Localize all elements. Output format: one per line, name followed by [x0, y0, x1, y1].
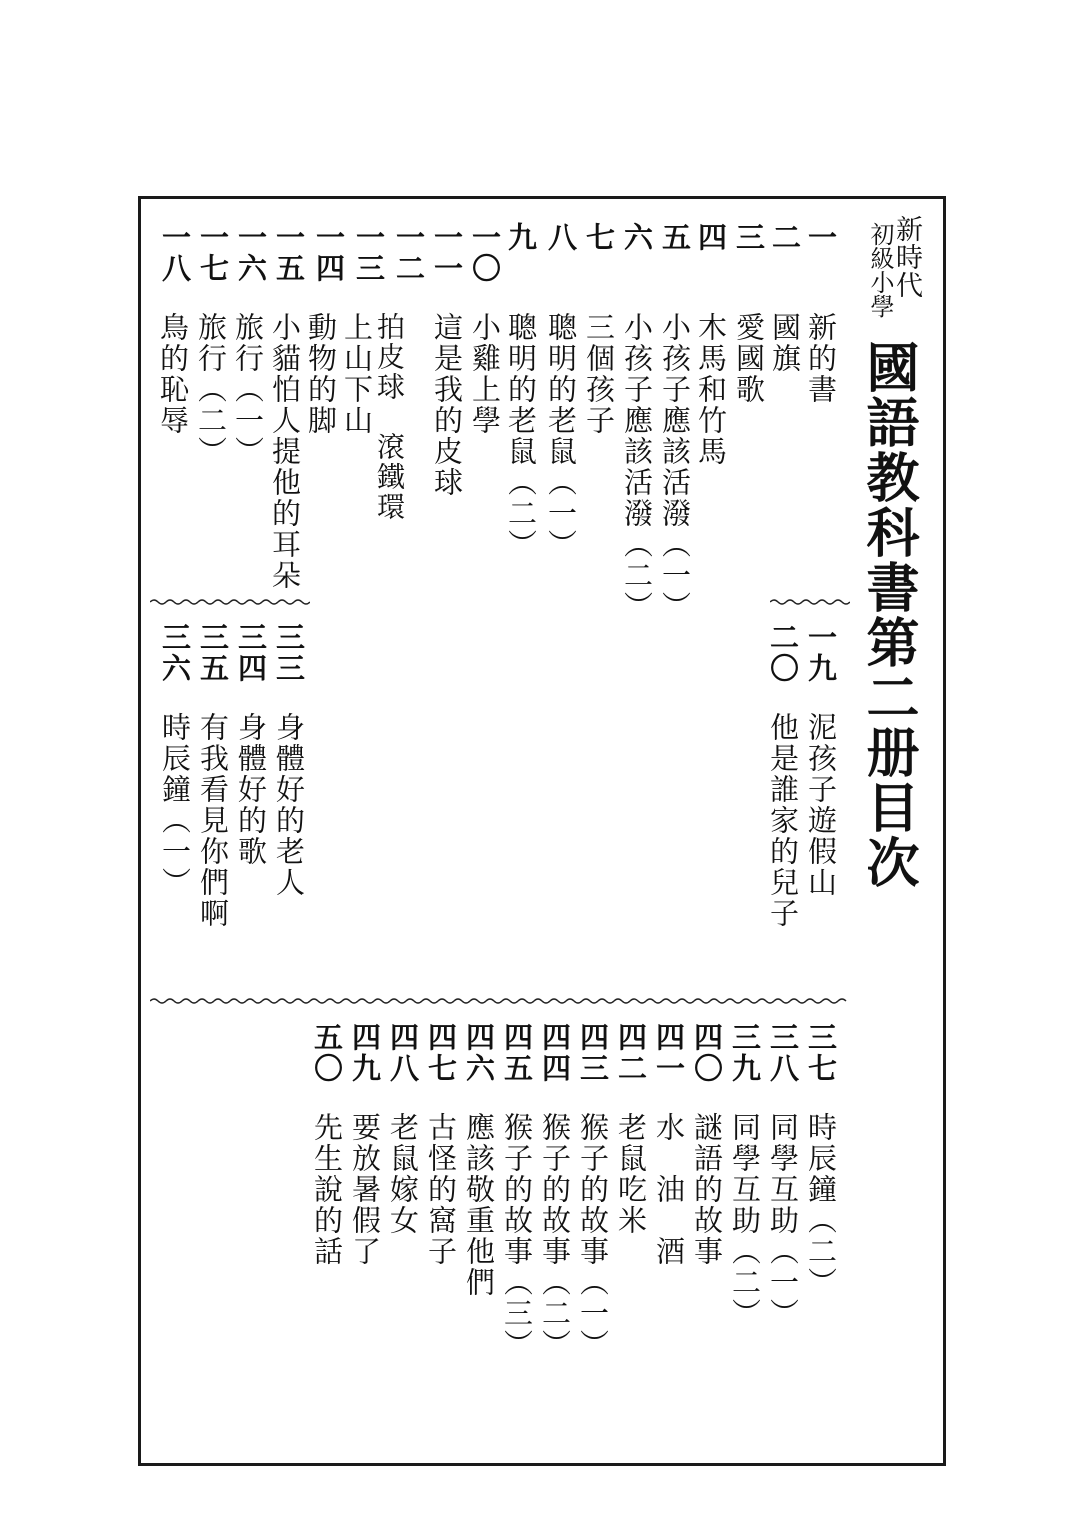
entry-number: 三五: [196, 622, 230, 684]
entry-number: 一二: [392, 222, 426, 284]
entry-title: 拍皮球 滾鐵環: [373, 312, 406, 522]
wavy-divider: [150, 598, 310, 606]
entry-title: 古怪的窩子: [424, 1112, 458, 1267]
series-name-bottom: 初級小學: [866, 222, 894, 318]
entry-title: 猴子的故事（三）: [500, 1112, 534, 1360]
entry-title: 旅行（一）: [231, 312, 265, 467]
entry-number: 四七: [424, 1022, 458, 1084]
entry-number: 四二: [614, 1022, 648, 1084]
entry-number: 四六: [462, 1022, 496, 1084]
entry-number: 四八: [386, 1022, 420, 1084]
entry-title: 他是誰家的兒子: [766, 712, 800, 929]
entry-number: 六: [620, 222, 654, 253]
entry-title: 同學互助（二）: [728, 1112, 762, 1329]
entry-number: 三四: [234, 622, 268, 684]
wavy-divider: [150, 997, 850, 1005]
entry-number: 四〇: [690, 1022, 724, 1084]
entry-title: 旅行（二）: [194, 312, 228, 467]
entry-number: 四三: [576, 1022, 610, 1084]
entry-title: 新的書: [804, 312, 838, 405]
entry-title: 同學互助（一）: [766, 1112, 800, 1329]
entry-number: 三三: [272, 622, 306, 684]
entry-title: 身體好的老人: [272, 712, 306, 898]
entry-title: 國旗: [768, 312, 802, 374]
entry-title: 小貓怕人提他的耳朵: [268, 312, 302, 591]
entry-number: 五: [658, 222, 692, 253]
entry-number: 一五: [272, 222, 306, 284]
wavy-divider: [770, 598, 850, 606]
entry-number: 一三: [352, 222, 386, 284]
entry-title: 謎語的故事: [690, 1112, 724, 1267]
entry-number: 二〇: [766, 622, 800, 684]
entry-title: 愛國歌: [732, 312, 766, 405]
entry-number: 三七: [804, 1022, 838, 1084]
entry-title: 小雞上學: [468, 312, 502, 436]
entry-title: 鳥的恥辱: [156, 312, 190, 436]
series-name-top: 新時代: [891, 215, 922, 299]
entry-title: 小孩子應該活潑（二）: [620, 312, 654, 622]
entry-title: 這是我的皮球: [430, 312, 464, 498]
entry-number: 三: [732, 222, 766, 253]
entry-number: 二: [768, 222, 802, 253]
entry-title: 聰明的老鼠（二）: [504, 312, 538, 560]
entry-number: 九: [504, 222, 538, 253]
entry-number: 一一: [430, 222, 464, 284]
entry-number: 三八: [766, 1022, 800, 1084]
entry-number: 一八: [158, 222, 192, 284]
entry-title: 時辰鐘（一）: [158, 712, 192, 898]
entry-title: 老鼠吃米: [614, 1112, 648, 1236]
entry-number: 四四: [538, 1022, 572, 1084]
entry-number: 七: [582, 222, 616, 253]
page-title: 國語教科書第二册目次: [858, 340, 920, 890]
entry-title: 要放暑假了: [348, 1112, 382, 1267]
entry-title: 身體好的歌: [234, 712, 268, 867]
entry-number: 八: [544, 222, 578, 253]
entry-title: 聰明的老鼠（一）: [544, 312, 578, 560]
entry-title: 小孩子應該活潑（一）: [658, 312, 692, 622]
entry-number: 一九: [804, 622, 838, 684]
entry-title: 猴子的故事（二）: [538, 1112, 572, 1360]
entry-title: 上山下山: [340, 312, 374, 436]
entry-number: 四一: [652, 1022, 686, 1084]
entry-title: 木馬和竹馬: [694, 312, 728, 467]
entry-number: 一〇: [468, 222, 502, 284]
entry-title: 水 油 酒: [652, 1112, 686, 1267]
entry-number: 三六: [158, 622, 192, 684]
entry-title: 老鼠嫁女: [386, 1112, 420, 1236]
entry-title: 有我看見你們啊: [196, 712, 230, 929]
entry-title: 三個孩子: [582, 312, 616, 436]
entry-title: 應該敬重他們: [462, 1112, 496, 1298]
entry-title: 時辰鐘（二）: [804, 1112, 838, 1298]
entry-title: 動物的脚: [304, 312, 338, 436]
entry-number: 四: [694, 222, 728, 253]
entry-number: 一六: [234, 222, 268, 284]
entry-number: 五〇: [310, 1022, 344, 1084]
entry-number: 三九: [728, 1022, 762, 1084]
entry-title: 猴子的故事（一）: [576, 1112, 610, 1360]
entry-number: 四五: [500, 1022, 534, 1084]
entry-number: 一七: [196, 222, 230, 284]
entry-number: 四九: [348, 1022, 382, 1084]
entry-title: 泥孩子遊假山: [804, 712, 838, 898]
entry-number: 一四: [312, 222, 346, 284]
entry-number: 一: [804, 222, 838, 253]
entry-title: 先生說的話: [310, 1112, 344, 1267]
